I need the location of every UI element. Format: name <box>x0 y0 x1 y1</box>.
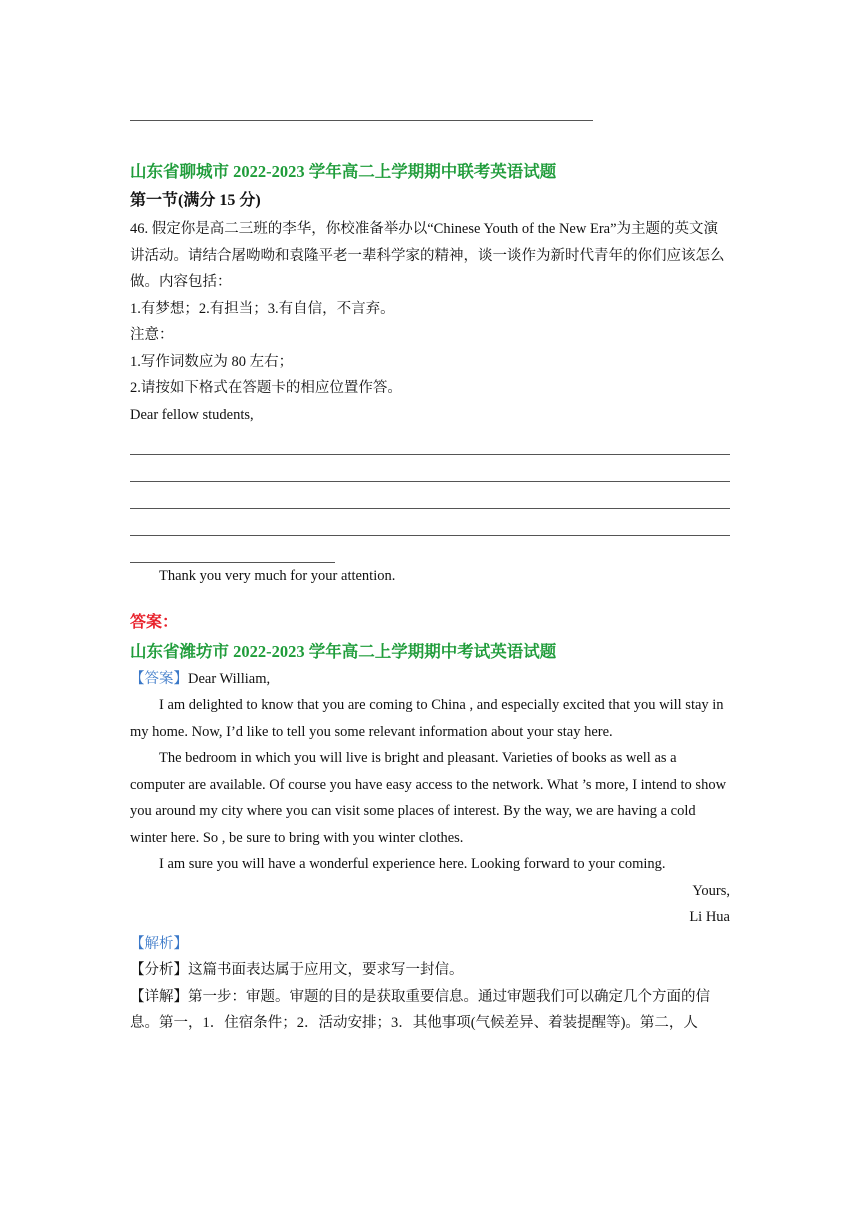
analysis-tag: 【解析】 <box>130 935 188 952</box>
fenxi-text: 这篇书面表达属于应用文，要求写一封信。 <box>188 962 464 978</box>
fenxi-tag: 【分析】 <box>130 962 188 978</box>
answer-tag: 【答案】 <box>130 670 188 687</box>
section-heading: 第一节(满分 15 分) <box>130 192 261 209</box>
answer-paragraph-3: I am sure you will have a wonderful experience here. Looking forward to your coming. <box>159 856 666 872</box>
answer-signature: Li Hua <box>689 909 730 925</box>
answer-line <box>130 509 730 536</box>
prompt-paragraph: 46. 假定你是高二三班的李华，你校准备举办以“Chinese Youth of the New Era”为主题的英文演讲活动。请结合屠呦呦和袁隆平老一辈科学家的精神，谈一谈作为新时代青年的你们应该怎么做。内容包括： <box>130 221 725 290</box>
note-heading: 注意： <box>130 327 174 343</box>
letter-salutation: Dear fellow students, <box>130 406 254 423</box>
answer-salutation: Dear William, <box>188 670 271 687</box>
answer-sign-off: Yours, <box>692 882 730 899</box>
note-item-2: 2.请按如下格式在答题卡的相应位置作答。 <box>130 380 402 396</box>
answer-line-short <box>130 536 335 563</box>
question-title: 山东省聊城市 2022-2023 学年高二上学期期中联考英语试题 <box>130 162 557 181</box>
answer-salutation-line <box>130 666 730 693</box>
analysis-xiangjie <box>130 984 730 1037</box>
answer-line <box>130 455 730 482</box>
answer-line <box>130 482 730 509</box>
xiangjie-tag: 【详解】 <box>130 988 188 1005</box>
answer-source-title: 山东省潍坊市 2022-2023 学年高二上学期期中考试英语试题 <box>130 641 557 661</box>
answer-lines <box>130 428 730 563</box>
analysis-fenxi <box>130 957 730 984</box>
answer-line <box>130 428 730 455</box>
letter-closing: Thank you very much for your attention. <box>159 568 396 584</box>
prompt-points: 1.有梦想；2.有担当；3.有自信，不言弃。 <box>130 300 395 317</box>
xiangjie-text: 第一步：审题。审题的目的是获取重要信息。通过审题我们可以确定几个方面的信息。第一，1．住宿条件；2．活动安排；3．其他事项(气候差异、着装提醒等)。第二，人 <box>130 988 710 1031</box>
note-item-1: 1.写作词数应为 80 左右； <box>130 353 294 370</box>
answer-paragraph-1: I am delighted to know that you are coming to China , and especially excited that you will stay in my home. Now, I’d like to tell you some relevant information about your stay here. <box>130 697 724 740</box>
answer-label: 答案： <box>130 613 179 631</box>
top-divider <box>130 120 593 121</box>
answer-paragraph-2: The bedroom in which you will live is bright and pleasant. Varieties of books as well as a computer are available. Of course you have easy access to the network. What ’s more, I intend to show you around my city where you can visit some places of interest. By the way, we are having a cold winter here. So , be sure to bring with you winter clothes. <box>130 750 727 846</box>
document-content <box>130 158 730 1037</box>
